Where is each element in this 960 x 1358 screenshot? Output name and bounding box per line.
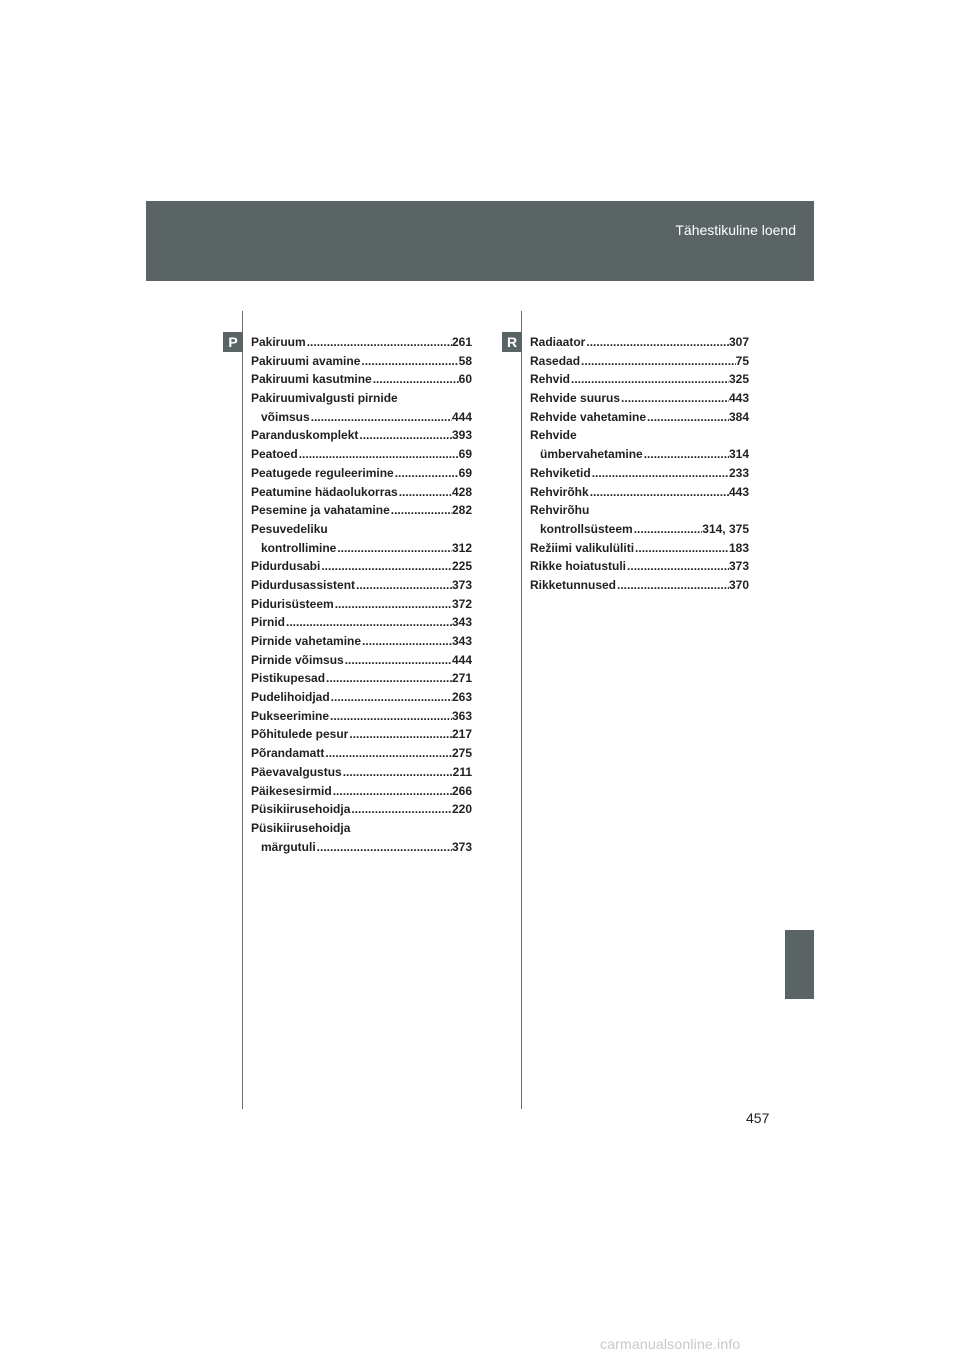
index-page-ref: 444: [451, 409, 472, 424]
dot-leader: [361, 632, 452, 651]
index-page-ref: 60: [458, 372, 472, 387]
index-term: Pesemine ja vahatamine: [251, 503, 390, 518]
index-term: Rehvide vahetamine: [530, 409, 647, 424]
index-entry: [530, 408, 749, 427]
index-term: Päikesesirmid: [251, 783, 332, 798]
index-term: Pidurisüsteem: [251, 596, 334, 611]
watermark-text: carmanualsonline.info: [600, 1336, 741, 1352]
index-entry: [251, 539, 472, 558]
index-page-ref: 312: [451, 540, 472, 555]
index-term: Pidurdusabi: [251, 559, 321, 574]
section-letter-r: R: [502, 332, 522, 352]
index-entry: [530, 483, 749, 502]
index-term: Rehvirõhu: [530, 503, 590, 518]
index-page-ref: 266: [451, 783, 472, 798]
dot-leader: [348, 725, 452, 744]
index-entry: [251, 838, 472, 857]
index-term: Rehvide: [530, 428, 577, 443]
dot-leader: [332, 782, 452, 801]
index-page-ref: 363: [451, 708, 472, 723]
dot-leader: [320, 557, 452, 576]
index-entry: [530, 576, 749, 595]
column-divider-left: [242, 311, 243, 1109]
index-entry: [530, 520, 749, 539]
index-entry: [251, 707, 472, 726]
index-term: Rikke hoiatustuli: [530, 559, 627, 574]
index-page-ref: 373: [451, 839, 472, 854]
index-term: Põhitulede pesur: [251, 727, 349, 742]
index-term: Püsikiirusehoidja: [251, 820, 351, 835]
dot-leader: [570, 370, 729, 389]
index-entry: [251, 632, 472, 651]
index-term: Pirnide vahetamine: [251, 634, 362, 648]
index-entry: [251, 744, 472, 763]
index-term: kontrollsüsteem: [540, 521, 633, 536]
index-entry: [530, 389, 749, 408]
dot-leader: [325, 669, 452, 688]
dot-leader: [626, 557, 729, 576]
index-term: Pirnide võimsus: [251, 652, 344, 667]
dot-leader: [342, 763, 453, 782]
index-entry: [251, 669, 472, 688]
dot-leader: [634, 539, 729, 558]
dot-leader: [580, 352, 736, 371]
index-entry: [251, 819, 472, 838]
index-page-ref: 233: [728, 465, 749, 480]
column-divider-middle: [521, 311, 522, 1109]
index-term: Pukseerimine: [251, 708, 330, 723]
index-entry: [251, 651, 472, 670]
index-page-ref: 314: [728, 447, 749, 462]
index-page-ref: 69: [458, 447, 472, 462]
index-entry: [530, 445, 749, 464]
index-page-ref: 343: [451, 615, 472, 630]
index-page-ref: 444: [451, 652, 472, 667]
index-entry: [530, 557, 749, 576]
section-thumb-tab: [785, 930, 814, 999]
header-band: [146, 201, 814, 281]
index-page-ref: 271: [451, 671, 472, 686]
dot-leader: [330, 688, 452, 707]
index-page-ref: 183: [728, 540, 749, 555]
index-entry: [530, 370, 749, 389]
index-term: Rehvirõhk: [530, 484, 589, 499]
index-entry: [530, 539, 749, 558]
index-page-ref: 393: [451, 428, 472, 443]
dot-leader: [394, 464, 459, 483]
index-page-ref: 261: [451, 335, 472, 349]
index-page-ref: 225: [451, 559, 472, 574]
section-letter-p: P: [223, 332, 243, 352]
index-page-ref: 343: [451, 634, 472, 648]
dot-leader: [620, 389, 729, 408]
index-entry: [251, 501, 472, 520]
dot-leader: [344, 651, 452, 670]
index-term: Peatugede reguleerimine: [251, 465, 394, 480]
index-entry: [251, 370, 472, 389]
dot-leader: [390, 501, 452, 520]
index-entry: [530, 426, 749, 445]
index-term: ümbervahetamine: [540, 447, 643, 462]
index-entry: [251, 763, 472, 782]
index-entry: [530, 333, 749, 352]
index-term: Rikketunnused: [530, 577, 617, 592]
index-entry: [251, 613, 472, 632]
index-term: võimsus: [261, 409, 310, 424]
index-entry: [251, 352, 472, 371]
dot-leader: [334, 595, 452, 614]
page-title: Tähestikuline loend: [675, 222, 796, 238]
dot-leader: [358, 426, 452, 445]
index-entry: [251, 445, 472, 464]
dot-leader: [324, 744, 452, 763]
dot-leader: [616, 576, 729, 595]
index-entry: [251, 557, 472, 576]
index-page-ref: 69: [458, 465, 472, 480]
dot-leader: [336, 539, 452, 558]
index-page-ref: 373: [728, 559, 749, 574]
index-term: Põrandamatt: [251, 746, 325, 761]
index-page-ref: 325: [728, 372, 749, 387]
index-page-ref: 58: [458, 353, 472, 368]
index-column-r: [530, 333, 749, 595]
index-entry: [251, 464, 472, 483]
index-term: Püsikiirusehoidja: [251, 802, 351, 817]
dot-leader: [372, 370, 459, 389]
dot-leader: [398, 483, 452, 502]
dot-leader: [310, 408, 452, 427]
index-page-ref: 314, 375: [702, 521, 749, 536]
index-entry: [251, 426, 472, 445]
index-page-ref: 372: [451, 596, 472, 611]
dot-leader: [633, 520, 703, 539]
index-term: Pistikupesad: [251, 671, 326, 686]
index-entry: [251, 800, 472, 819]
index-term: Pakiruum: [251, 335, 306, 349]
index-entry: [251, 688, 472, 707]
dot-leader: [306, 333, 452, 352]
index-page-ref: 217: [451, 727, 472, 742]
index-entry: [251, 333, 472, 352]
index-page-ref: 275: [451, 746, 472, 761]
dot-leader: [589, 483, 729, 502]
dot-leader: [316, 838, 452, 857]
index-term: Režiimi valikulüliti: [530, 540, 635, 555]
index-column-p: [251, 333, 472, 856]
index-entry: [251, 483, 472, 502]
index-term: Pirnid: [251, 615, 286, 630]
index-entry: [251, 576, 472, 595]
index-term: Rehvide suurus: [530, 391, 621, 406]
index-term: Päevavalgustus: [251, 764, 342, 779]
index-term: Rasedad: [530, 353, 581, 368]
index-term: Peatoed: [251, 447, 298, 462]
index-page-ref: 75: [735, 353, 749, 368]
index-page-ref: 443: [728, 484, 749, 499]
index-entry: [251, 389, 472, 408]
index-entry: [530, 464, 749, 483]
index-term: kontrollimine: [261, 540, 337, 555]
dot-leader: [298, 445, 459, 464]
index-page-ref: 384: [728, 409, 749, 424]
index-entry: [251, 595, 472, 614]
dot-leader: [329, 707, 452, 726]
index-term: Pakiruumi kasutmine: [251, 372, 372, 387]
dot-leader: [360, 352, 458, 371]
index-term: Rehvid: [530, 372, 571, 387]
index-page-ref: 443: [728, 391, 749, 406]
index-page-ref: 428: [451, 484, 472, 499]
index-term: Peatumine hädaolukorras: [251, 484, 398, 499]
index-entry: [251, 408, 472, 427]
dot-leader: [285, 613, 452, 632]
index-term: Pidurdusassistent: [251, 577, 356, 592]
index-entry: [251, 520, 472, 539]
index-term: Pakiruumi avamine: [251, 353, 361, 368]
dot-leader: [643, 445, 729, 464]
index-page-ref: 307: [728, 335, 749, 349]
index-term: Rehviketid: [530, 465, 591, 480]
index-entry: [251, 725, 472, 744]
index-page-ref: 282: [451, 503, 472, 518]
index-entry: [530, 352, 749, 371]
index-page-ref: 373: [451, 577, 472, 592]
index-term: Pudelihoidjad: [251, 690, 330, 705]
dot-leader: [591, 464, 729, 483]
index-term: Radiaator: [530, 335, 586, 349]
dot-leader: [585, 333, 729, 352]
dot-leader: [355, 576, 452, 595]
dot-leader: [646, 408, 729, 427]
index-entry: [530, 501, 749, 520]
index-page-ref: 370: [728, 577, 749, 592]
index-page-ref: 220: [451, 802, 472, 817]
index-term: Pesuvedeliku: [251, 521, 328, 536]
index-page-ref: 211: [452, 764, 472, 779]
index-term: märgutuli: [261, 839, 316, 854]
index-page-ref: 263: [451, 690, 472, 705]
page-number: 457: [746, 1110, 770, 1126]
index-entry: [251, 782, 472, 801]
index-term: Paranduskomplekt: [251, 428, 359, 443]
dot-leader: [350, 800, 452, 819]
index-term: Pakiruumivalgusti pirnide: [251, 391, 398, 406]
